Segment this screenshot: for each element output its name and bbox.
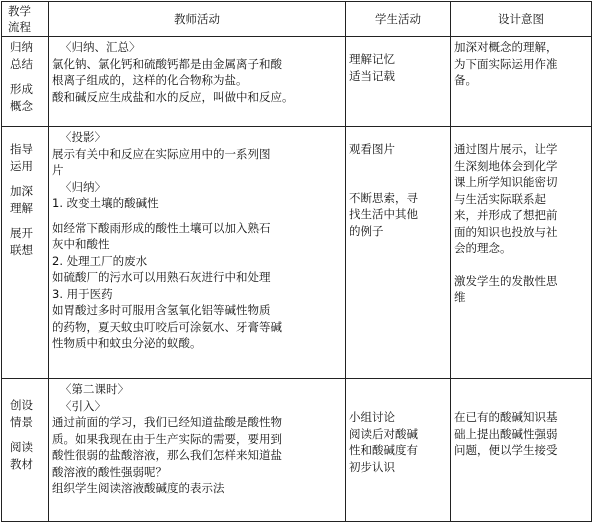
teacher-line: 〈归纳〉: [60, 179, 106, 194]
design-line: 加深对概念的理解，: [454, 40, 558, 54]
teacher-line: 酸性很弱的盐酸溶液，那么我们怎样来知道盐: [52, 448, 282, 462]
stage-line: 形成: [10, 82, 33, 96]
teacher-line: 组织学生阅读溶液酸碱度的表示法: [52, 481, 225, 495]
teacher-line: 氯化钠、氯化钙和硫酸钙都是由金属离子和酸: [52, 56, 282, 71]
stage-line: 理解: [10, 201, 33, 215]
design-line: 来，并形成了想把前: [454, 208, 558, 222]
design-line: 在已有的酸碱知识基: [454, 410, 558, 424]
design-line: 生深刻地体会到化学: [454, 158, 558, 173]
teacher-line: 片: [52, 163, 64, 177]
table-row: [2, 379, 592, 522]
teacher-line: 的药物，夏天蚊虫叮咬后可涂氨水、牙膏等碱: [52, 319, 282, 334]
design-line: 备。: [454, 73, 477, 87]
design-line: 激发学生的发散性思: [454, 273, 558, 288]
design-line: 与生活实际联系起: [454, 191, 546, 206]
teacher-line: 通过前面的学习，我们已经知道盐酸是酸性物: [52, 415, 282, 429]
stage-line: 总结: [10, 57, 33, 71]
stage-line: 教材: [10, 457, 33, 471]
student-line: 找生活中其他: [349, 207, 418, 221]
teacher-line: 3. 用于医药: [52, 286, 113, 301]
header-stage-line: 流程: [8, 20, 31, 34]
stage-cell: [2, 37, 49, 127]
teacher-line: 1. 改变土壤的酸碱性: [52, 196, 159, 210]
stage-line: 创设: [10, 398, 33, 412]
teacher-line: 如硫酸厂的污水可以用熟石灰进行中和处理: [52, 270, 271, 284]
teacher-line: 酸溶液的酸性强弱呢？: [52, 464, 167, 479]
design-cell: [451, 37, 592, 127]
design-line: 为下面实际运用作准: [454, 56, 558, 71]
teacher-line: 2. 处理工厂的废水: [52, 253, 148, 268]
teacher-line: 根离子组成的，这样的化合物称为盐。: [52, 73, 248, 87]
stage-line: 展开: [10, 226, 33, 240]
design-line: 面的知识也投放与社: [454, 224, 558, 239]
student-cell: [346, 37, 451, 127]
table-row: [2, 37, 592, 127]
student-line: 理解记忆: [349, 52, 395, 66]
student-line: 的例子: [349, 223, 384, 238]
table-row: [2, 127, 592, 379]
teacher-cell: [49, 379, 346, 522]
design-cell: [451, 379, 592, 522]
student-cell: [346, 127, 451, 379]
stage-line: 加深: [10, 184, 33, 198]
teacher-line: 如经常下酸雨形成的酸性土壤可以加入熟石: [52, 220, 271, 235]
teacher-line: 性物质中和蚊虫分泌的蚁酸。: [52, 336, 202, 350]
student-line: 小组讨论: [349, 410, 395, 424]
teacher-cell: [49, 127, 346, 379]
design-line: 问题，便以学生接受: [454, 443, 558, 457]
design-line: 础上提出酸碱性强弱: [454, 426, 558, 441]
student-line: 阅读后对酸碱: [349, 426, 418, 441]
teacher-cell: [49, 37, 346, 127]
stage-line: 运用: [10, 159, 33, 173]
student-line: 观看图片: [349, 142, 395, 156]
stage-cell: [2, 379, 49, 522]
teacher-line: 〈投影〉: [60, 130, 106, 144]
design-line: 通过图片展示，让学: [454, 142, 558, 156]
student-line: 适当记载: [349, 68, 395, 83]
teacher-line: 如胃酸过多时可服用含氢氧化铝等碱性物质: [52, 303, 271, 317]
design-line: 会的理念。: [454, 241, 512, 255]
student-line: 初步认识: [349, 459, 395, 474]
teacher-line: 灰中和酸性: [52, 237, 110, 251]
design-cell: [451, 127, 592, 379]
header-stage-line: 教学: [8, 4, 31, 18]
lesson-plan-table: [1, 1, 592, 522]
stage-line: 概念: [10, 99, 33, 113]
design-line: 课上所学知识能密切: [454, 175, 558, 189]
stage-line: 联想: [10, 243, 33, 257]
header-stage: [2, 2, 49, 37]
teacher-line: 酸和碱反应生成盐和水的反应，叫做中和反应。: [52, 89, 294, 104]
student-line: 不断思索，寻: [349, 190, 418, 205]
stage-cell: [2, 127, 49, 379]
student-line: 性和酸碱度有: [349, 443, 418, 457]
student-cell: [346, 379, 451, 522]
header-design-intent: 设计意图: [451, 2, 592, 37]
header-student-activity: 学生活动: [346, 2, 451, 37]
teacher-line: 质。如果我现在由于生产实际的需要，要用到: [52, 431, 282, 446]
header-row: [2, 2, 592, 37]
teacher-line: 〈引入〉: [60, 398, 106, 413]
design-line: 维: [454, 290, 466, 304]
stage-line: 情景: [10, 415, 33, 429]
teacher-line: 〈归纳、汇总〉: [60, 40, 141, 54]
stage-line: 阅读: [10, 440, 33, 454]
header-teacher-activity: 教师活动: [49, 2, 346, 37]
stage-line: 指导: [10, 142, 33, 156]
teacher-line: 展示有关中和反应在实际应用中的一系列图: [52, 146, 271, 161]
teacher-line: 〈第二课时〉: [60, 382, 129, 396]
stage-line: 归纳: [10, 40, 33, 54]
